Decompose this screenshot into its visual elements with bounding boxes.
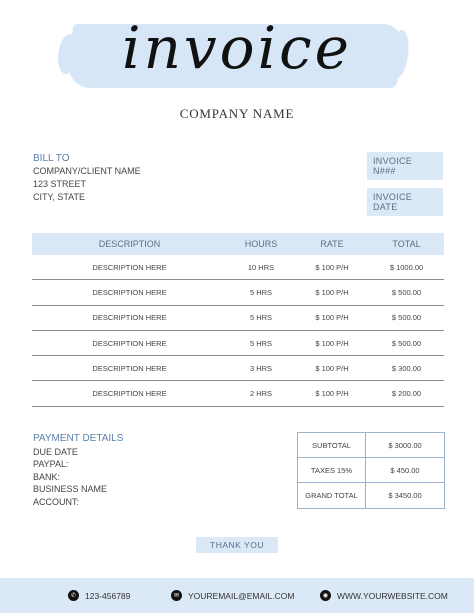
globe-icon: ◉: [320, 590, 331, 601]
subtotal-label: SUBTOTAL: [298, 433, 366, 457]
payment-line: DUE DATE: [33, 446, 78, 457]
header-rate: RATE: [320, 239, 344, 249]
row-hours: 2 HRS: [249, 389, 273, 399]
row-description: DESCRIPTION HERE: [92, 338, 167, 348]
footer-website-text: WWW.YOURWEBSITE.COM: [337, 590, 448, 601]
row-description: DESCRIPTION HERE: [92, 287, 167, 297]
row-description: DESCRIPTION HERE: [92, 313, 167, 323]
invoice-number-label: INVOICE N###: [367, 152, 443, 180]
payment-line: ACCOUNT:: [33, 496, 80, 507]
payment-line: PAYPAL:: [33, 459, 69, 469]
row-hours: 5 HRS: [249, 287, 273, 297]
row-hours: 3 HRS: [249, 363, 273, 373]
row-rate: $ 100 P/H: [315, 338, 349, 348]
footer-email-text: YOUREMAIL@EMAIL.COM: [188, 590, 295, 601]
table-row: [32, 356, 444, 381]
grand-total-label: GRAND TOTAL: [298, 483, 366, 508]
header-hours: HOURS: [244, 239, 278, 249]
totals-box: [297, 432, 445, 509]
subtotal-value: $ 3000.00: [388, 440, 422, 450]
row-hours: 5 HRS: [249, 313, 273, 323]
email-icon: ✉: [171, 590, 182, 601]
bill-to-label: BILL TO: [33, 153, 70, 164]
table-row: [32, 331, 444, 356]
bill-to-block: [33, 152, 141, 204]
bill-to-line: COMPANY/CLIENT NAME: [33, 166, 141, 176]
row-rate: $ 100 P/H: [315, 363, 349, 373]
thank-you-banner: THANK YOU: [196, 537, 278, 553]
footer-bar: [0, 578, 474, 613]
row-total: $ 500.00: [391, 287, 422, 297]
row-description: DESCRIPTION HERE: [92, 262, 167, 272]
row-total: $ 1000.00: [389, 262, 424, 272]
taxes-row: [298, 458, 444, 483]
header-total: TOTAL: [392, 239, 421, 249]
footer-phone-text: 123-456789: [85, 590, 131, 601]
taxes-value: $ 450.00: [390, 465, 420, 475]
row-description: DESCRIPTION HERE: [92, 363, 167, 373]
row-description: DESCRIPTION HERE: [92, 389, 167, 399]
grand-total-value: $ 3450.00: [388, 491, 422, 500]
footer-phone: [68, 590, 130, 601]
row-total: $ 200.00: [391, 389, 422, 399]
header-description: DESCRIPTION: [98, 239, 161, 249]
row-hours: 10 HRS: [247, 262, 275, 272]
row-rate: $ 100 P/H: [315, 287, 349, 297]
payment-details-block: [33, 433, 123, 508]
phone-icon: ✆: [68, 590, 79, 601]
footer-email: [171, 590, 294, 601]
grand-total-row: [298, 483, 444, 508]
row-hours: 5 HRS: [249, 338, 273, 348]
row-rate: $ 100 P/H: [315, 262, 349, 272]
payment-details-label: PAYMENT DETAILS: [33, 433, 124, 444]
taxes-label: TAXES 15%: [298, 458, 366, 482]
footer-website: [320, 590, 448, 601]
subtotal-row: [298, 433, 444, 458]
bill-to-line: 123 STREET: [33, 179, 87, 189]
row-total: $ 500.00: [391, 313, 422, 323]
payment-line: BUSINESS NAME: [33, 484, 108, 494]
table-row: [32, 381, 444, 406]
table-row: [32, 280, 444, 305]
row-rate: $ 100 P/H: [315, 313, 349, 323]
row-total: $ 500.00: [391, 338, 422, 348]
payment-line: BANK:: [33, 471, 61, 482]
line-items-table: [32, 233, 444, 407]
company-name: COMPANY NAME: [179, 106, 295, 121]
invoice-title: invoice: [122, 14, 352, 82]
row-rate: $ 100 P/H: [315, 389, 349, 399]
invoice-date-label: INVOICE DATE: [367, 188, 443, 216]
table-row: [32, 306, 444, 331]
table-header: [32, 233, 444, 255]
row-total: $ 300.00: [391, 363, 422, 373]
table-row: [32, 255, 444, 280]
bill-to-line: CITY, STATE: [33, 192, 86, 202]
